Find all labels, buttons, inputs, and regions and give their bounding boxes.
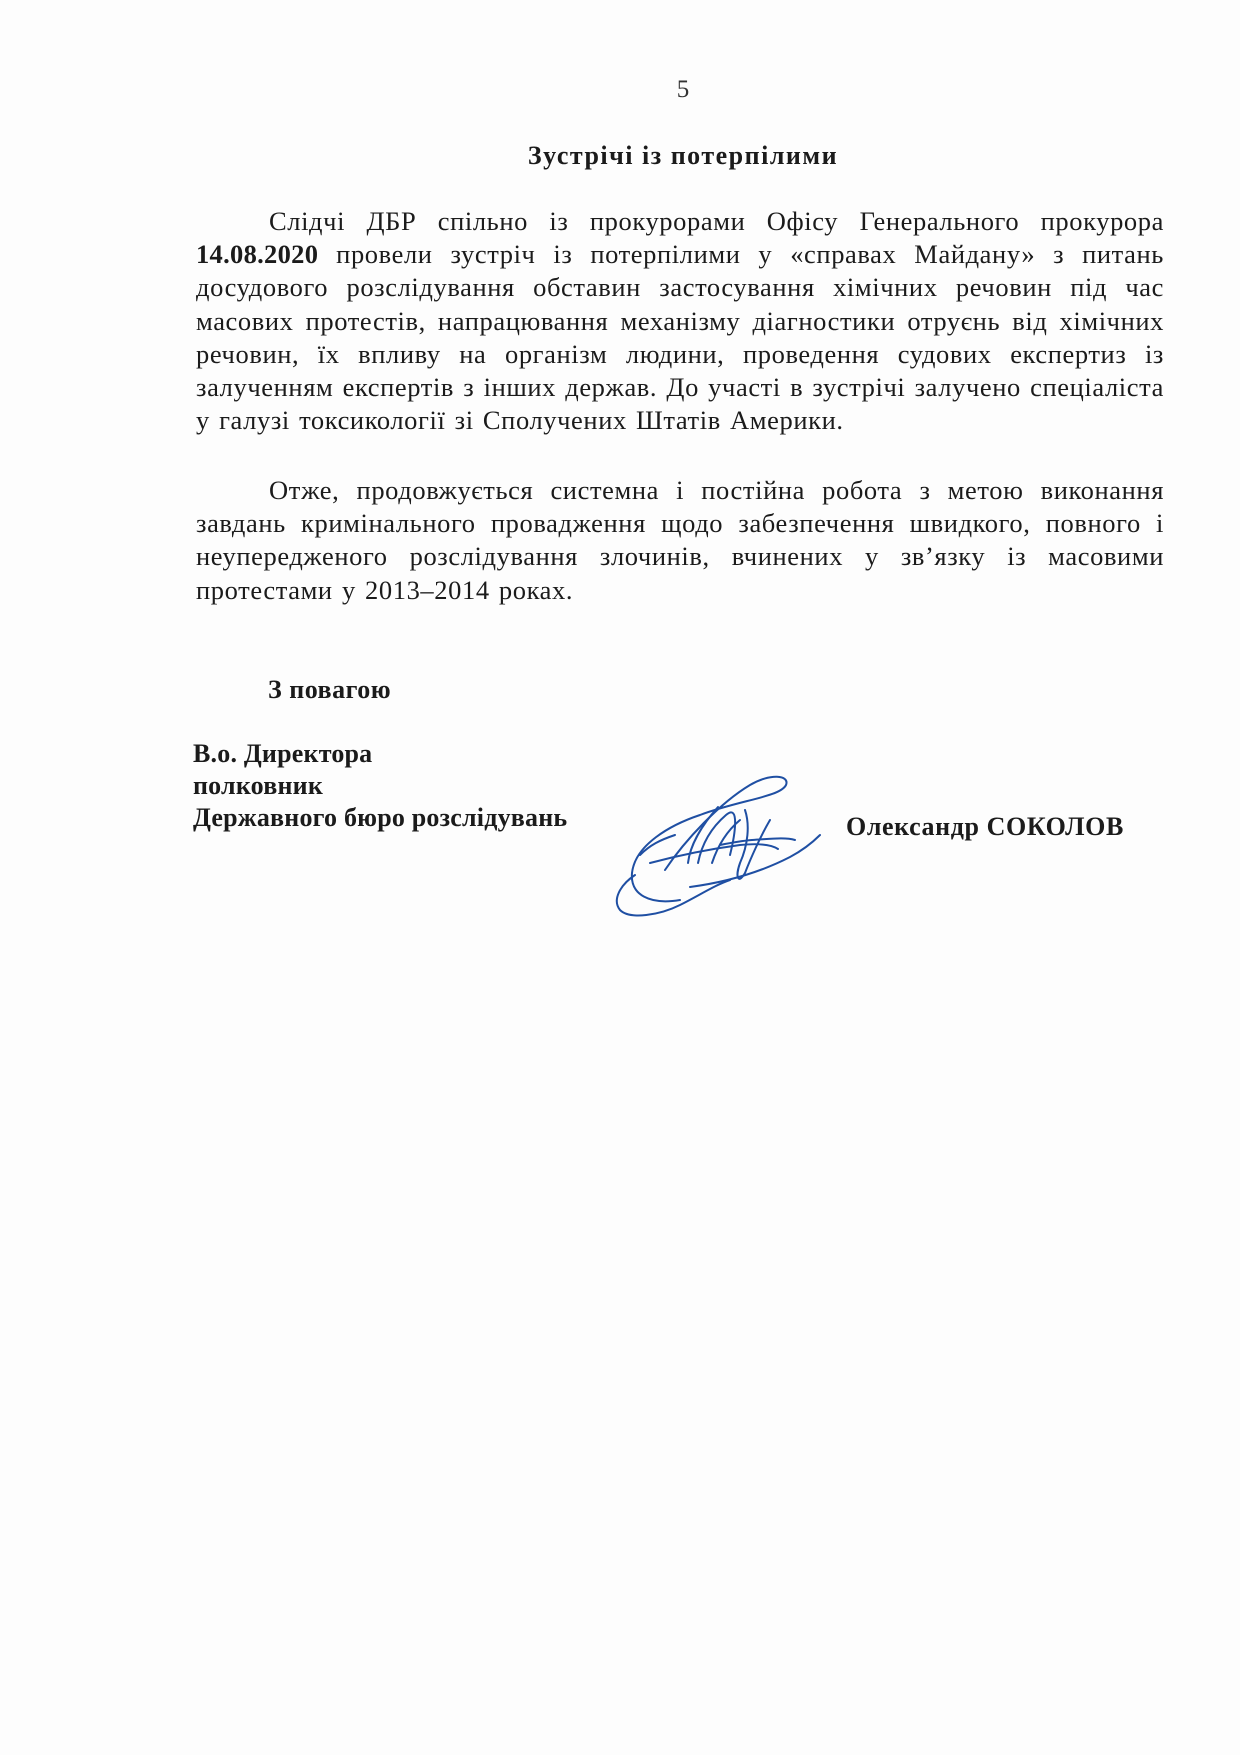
paragraph-victims-meeting	[196, 205, 1164, 437]
meeting-date: 14.08.2020	[196, 239, 319, 270]
section-title: Зустрічі із потерпілими	[527, 141, 839, 170]
handwritten-signature	[590, 745, 840, 935]
signatory-position: В.о. Директора	[193, 739, 373, 768]
page-number: 5	[676, 76, 690, 103]
signatory-rank: полковник	[193, 771, 323, 800]
paragraph-rest: провели зустріч із потерпілими у «справах Майдану» з питань досудового розслідування обставин застосування хімічних речовин під час масових протестів, напрацювання механізму діагностики отруєнь від хімічних речовин, їх впливу на організм людини, проведення судових експертиз із залученням експертів з інших держав. До участі в зустрічі залучено спеціаліста у галузі токсикології зі Сполучених Штатів Америки.	[196, 239, 1164, 436]
signatory-title-block	[193, 738, 567, 834]
paragraph-conclusion: Отже, продовжується системна і постійна робота з метою виконання завдань кримінального провадження щодо забезпечення швидкого, повного і неупередженого розслідування злочинів, вчинених у зв’язку із масовими протестами у 2013–2014 роках.	[196, 475, 1164, 605]
signer-name: Олександр СОКОЛОВ	[846, 812, 1124, 841]
paragraph-lead: Слідчі ДБР спільно із прокурорами Офісу Генерального прокурора	[269, 206, 1164, 236]
closing-salutation: З повагою	[268, 675, 392, 704]
signatory-organization: Державного бюро розслідувань	[193, 803, 568, 832]
